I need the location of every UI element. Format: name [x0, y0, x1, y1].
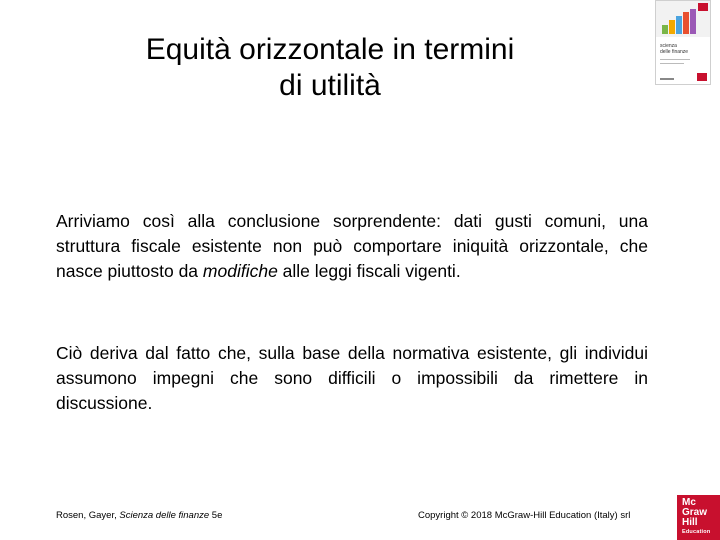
cover-title-line-2: delle finanze [660, 49, 689, 55]
footer-book-title: Scienza delle finanze [119, 510, 210, 521]
cover-badge-icon [698, 3, 708, 11]
slide-title-line-1: Equità orizzontale in termini [145, 33, 515, 66]
footer-authors: Rosen, Gayer, [56, 510, 120, 521]
mcgraw-hill-logo [677, 495, 720, 540]
cover-publisher-mark [660, 78, 674, 80]
logo-line-1: Mc [682, 497, 696, 508]
cover-title [660, 43, 688, 55]
paragraph-conclusion-text-a: Arriviamo così alla conclusione sorprendente: dati gusti comuni, una struttura fiscale esistente non può comportare iniquità orizzontale, che nasce piuttosto da [56, 211, 648, 281]
footer-copyright: Copyright © 2018 McGraw-Hill Education (Italy) srl [418, 510, 631, 521]
footer-citation [56, 510, 222, 521]
paragraph-conclusion-emphasis: modifiche [202, 261, 278, 281]
cover-title-line-1: scienza [660, 43, 677, 49]
paragraph-explanation: Ciò deriva dal fatto che, sulla base della normativa esistente, gli individui assumono impegni che sono difficili o impossibili da rimettere in discussione. [56, 343, 648, 413]
paragraph-conclusion-text-b: alle leggi fiscali vigenti. [277, 261, 461, 281]
logo-line-3: Hill [682, 517, 698, 528]
paragraph-conclusion [56, 209, 648, 284]
book-cover-image [655, 0, 711, 85]
cover-chart-icon [660, 7, 704, 35]
logo-line-2: Graw [682, 507, 708, 518]
cover-logo-icon [697, 73, 707, 81]
logo-line-4: Education [682, 529, 711, 535]
cover-divider [660, 59, 690, 60]
footer-edition: 5e [209, 510, 223, 521]
slide-title [60, 32, 600, 104]
slide-title-line-2: di utilità [279, 69, 381, 102]
cover-divider [660, 63, 684, 64]
